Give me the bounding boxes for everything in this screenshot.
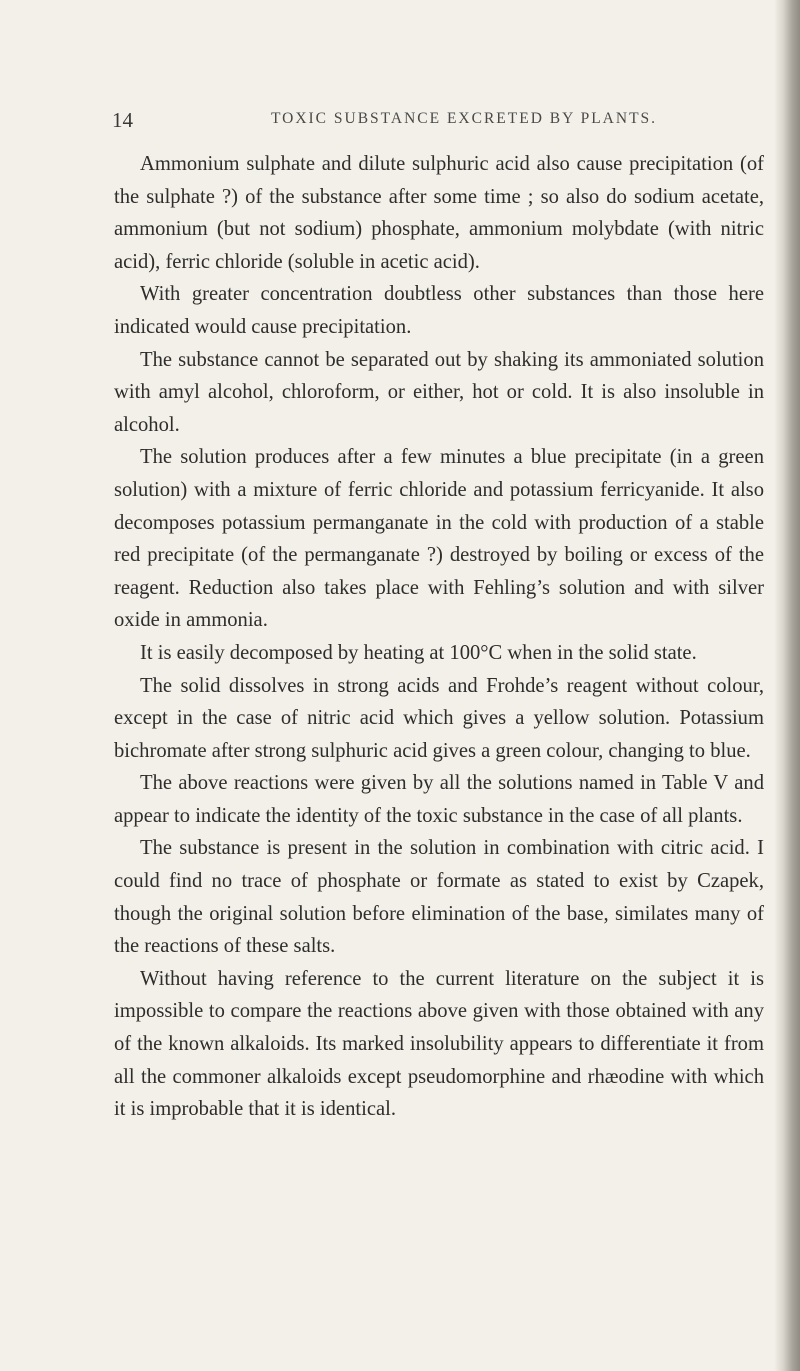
page-edge-shadow (774, 0, 800, 1371)
body-text (114, 148, 764, 1126)
paragraph: With greater concentration doubtless other substances than those here indicated would cause precipitation. (114, 283, 764, 338)
paragraph: Ammonium sulphate and dilute sulphuric acid also cause precipitation (of the sulphate ?) of the substance after some time ; so also do sodium acetate, ammonium (but not sodium) phosphate, ammonium molybdate (with nitric acid), ferric chloride (soluble in acetic acid). (114, 153, 764, 273)
paragraph: It is easily decomposed by heating at 100°C when in the solid state. (140, 641, 697, 664)
running-head: TOXIC SUBSTANCE EXCRETED BY PLANTS. (270, 110, 658, 127)
page-number: 14 (112, 108, 133, 132)
paragraph: The substance is present in the solution in combination with citric acid. I could find no trace of phosphate or formate as stated to exist by Czapek, though the original solution before elimination of the base, similates many of the reactions of these salts. (114, 837, 764, 958)
paragraph: The substance cannot be separated out by shaking its ammoniated solution with amyl alcohol, chloroform, or either, hot or cold. It is also insoluble in alcohol. (114, 348, 764, 436)
page-header (112, 108, 762, 138)
paragraph: Without having reference to the current literature on the subject it is impossible to compare the reactions above given with those obtained with any of the known alkaloids. Its marked insolubility appears to differentiate it from all the commoner alkaloids except pseudomorphine and rhæodine with which it is improbable that it is identical. (114, 967, 764, 1121)
paragraph: The solution produces after a few minutes a blue precipitate (in a green solution) with a mixture of ferric chloride and potassium ferricyanide. It also decomposes potassium permanganate in the cold with production of a stable red precipitate (of the permanganate ?) destroyed by boiling or excess of the reagent. Reduction also takes place with Fehling’s solution and with silver oxide in ammonia. (114, 446, 764, 632)
paragraph: The solid dissolves in strong acids and Frohde’s reagent without colour, except in the case of nitric acid which gives a yellow solution. Potassium bichromate after strong sulphuric acid gives a green colour, changing to blue. (114, 674, 764, 762)
paragraph: The above reactions were given by all the solutions named in Table V and appear to indicate the identity of the toxic substance in the case of all plants. (114, 772, 764, 827)
